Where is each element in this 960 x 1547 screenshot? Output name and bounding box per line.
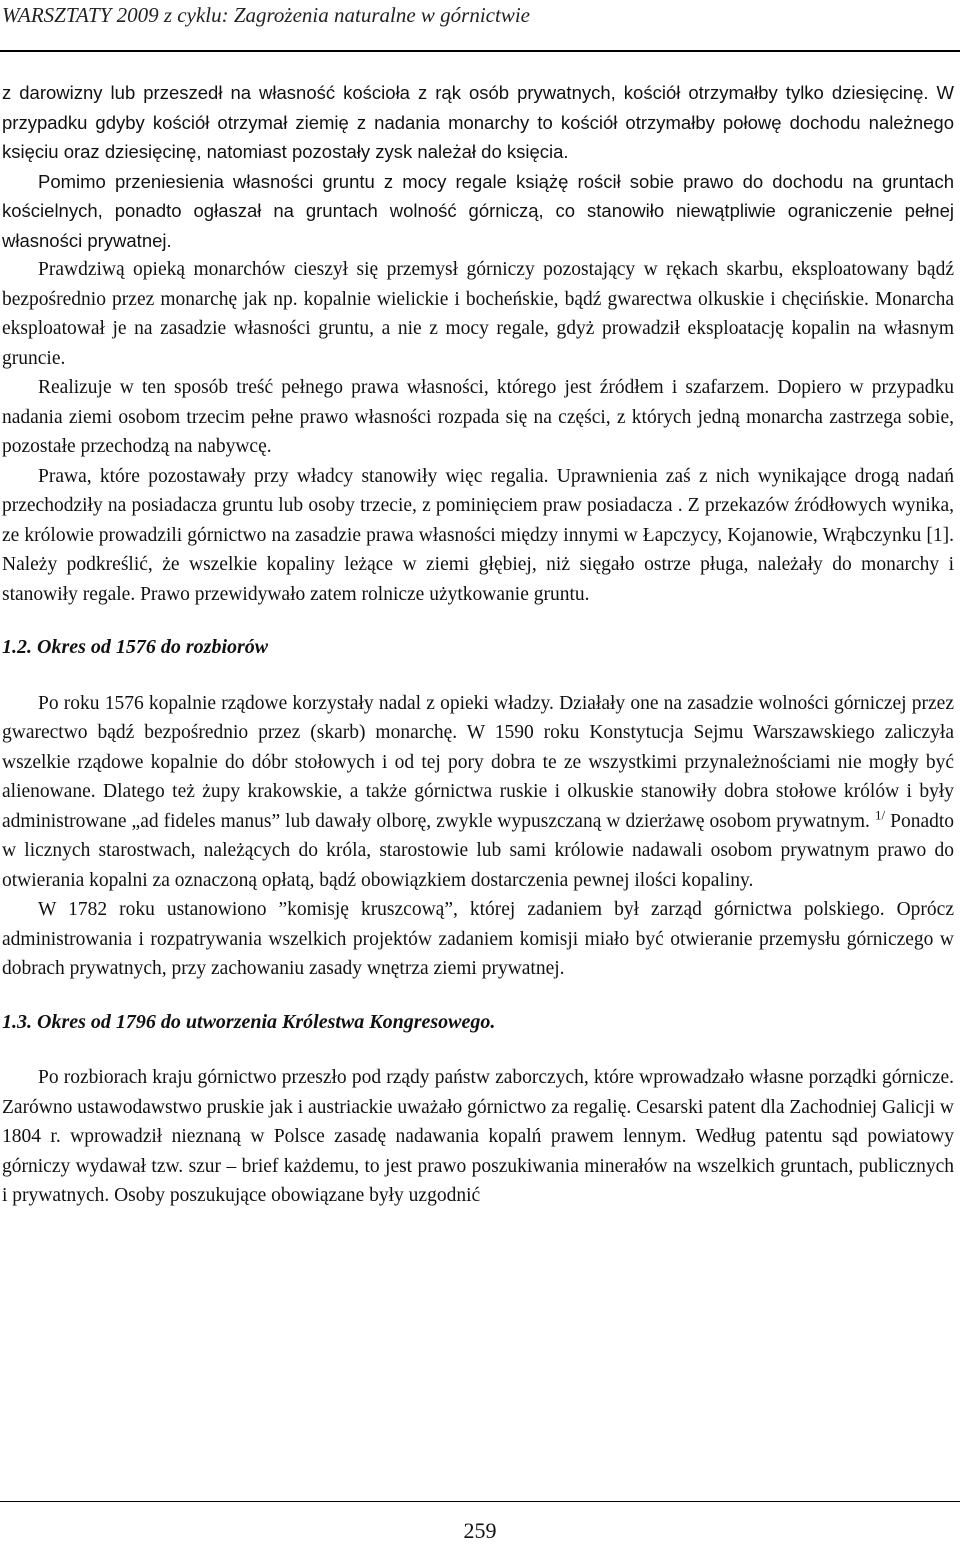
paragraph-1576-text-b: Ponadto w licznych starostwach, należących do króla, starostowie lub sami królowie nadawali osobom prywatnym prawo do otwierania kopalni za oznaczoną opłatą, bądź obowiązkiem dostarczenia pewnej ilości kopaliny. (2, 810, 955, 891)
paragraph-regale: Pomimo przeniesienia własności gruntu z mocy regale książę rościł sobie prawo do dochodu na gruntach kościelnych, ponadto ogłaszał na gruntach wolność górniczą, co stanowiło niewątpliwie ograniczenie pełnej własności prywatnej. (2, 170, 954, 251)
paragraph-1576 (2, 689, 954, 896)
footer-divider (0, 1501, 960, 1502)
header-divider (0, 50, 960, 52)
paragraph-monarch-care: Prawdziwą opieką monarchów cieszył się przemysł górniczy pozostający w rękach skarbu, eksploatowany bądź bezpośrednio przez monarchę jak np. kopalnie wielickie i bocheńskie, bądź gwarectwa olkuskie i chęcińskie. Monarcha eksploatował je na zasadzie własności gruntu, a nie z mocy regale, gdyż prowadził eksploatację kopalin na własnym gruncie. (2, 259, 954, 369)
running-header: WARSZTATY 2009 z cyklu: Zagrożenia naturalne w górnictwie (2, 3, 530, 27)
paragraph-1782: W 1782 roku ustanowiono ”komisję kruszcową”, której zadaniem był zarząd górnictwa polskiego. Oprócz administrowania i rozpatrywania wszelkich projektów zadaniem komisji miało być otwieranie przemysłu górniczego w dobrach prywatnych, przy zachowaniu zasady wnętrza ziemi prywatnej. (2, 899, 954, 979)
section-heading-1-3: 1.3. Okres od 1796 do utworzenia Królestwa Kongresowego. (2, 1010, 496, 1033)
footnote-reference: 1/ (874, 807, 886, 822)
paragraph-partitions: Po rozbiorach kraju górnictwo przeszło pod rządy państw zaborczych, które wprowadzało własne porządki górnicze. Zarówno ustawodawstwo pruskie jak i austriackie uważało górnictwo za regalię. Cesarski patent dla Zachodniej Galicji w 1804 r. wprowadził nieznaną w Polsce zasadę nadawania kopalń prawem lennym. Według patentu sąd powiatowy górniczy wydawał tzw. szur – brief każdemu, to jest prawo poszukiwania minerałów na wszelkich gruntach, publicznych i prywatnych. Osoby poszukujące obowiązane były uzgodnić (2, 1067, 954, 1206)
paragraph-continued: z darowizny lub przeszedł na własność kościoła z rąk osób prywatnych, kościół otrzymałby tylko dziesięcinę. W przypadku gdyby kościół otrzymał ziemię z nadania monarchy to kościół otrzymałby połowę dochodu należnego księciu oraz dziesięcinę, natomiast pozostały zysk należał do księcia. (2, 82, 954, 162)
document-body (2, 78, 954, 1211)
paragraph-regalia: Prawa, które pozostawały przy władcy stanowiły więc regalia. Uprawnienia zaś z nich wynikające drogą nadań przechodziły na posiadacza gruntu lub osoby trzecie, z pominięciem praw posiadacza . Z przekazów źródłowych wynika, ze królowie prowadzili górnictwo na zasadzie prawa własności między innymi w Łapczycy, Kojanowie, Wrąbczynku [1]. Należy podkreślić, że wszelkie kopaliny leżące w ziemi głębiej, niż sięgało ostrze pługa, należały do monarchy i stanowiły regale. Prawo przewidywało zatem rolnicze użytkowanie gruntu. (2, 465, 954, 605)
page-number: 259 (463, 1518, 497, 1543)
paragraph-1576-text-a: Po roku 1576 kopalnie rządowe korzystały nadal z opieki władzy. Działały one na zasadzie wolności górniczej przez gwarectwo bądź bezpośrednio przez (skarb) monarchę. W 1590 roku Konstytucja Sejmu Warszawskiego zaliczyła wszelkie rządowe kopalnie do dóbr stołowych i od tej pory dobra te ze wszystkimi przynależnościami nie mogły być alienowane. Dlatego też żupy krakowskie, a także górnictwa ruskie i olkuskie stanowiły dobra stołowe królów i były administrowane „ad fideles manus” lub dawały olborę, zwykle wypuszczaną w dzierżawę osobom prywatnym. (2, 692, 954, 832)
section-heading-1-2: 1.2. Okres od 1576 do rozbiorów (2, 636, 269, 658)
paragraph-ownership: Realizuje w ten sposób treść pełnego prawa własności, którego jest źródłem i szafarzem. Dopiero w przypadku nadania ziemi osobom trzecim pełne prawo własności rozpada się na części, z których jedną monarcha zastrzega sobie, pozostałe przechodzą na nabywcę. (2, 377, 954, 457)
